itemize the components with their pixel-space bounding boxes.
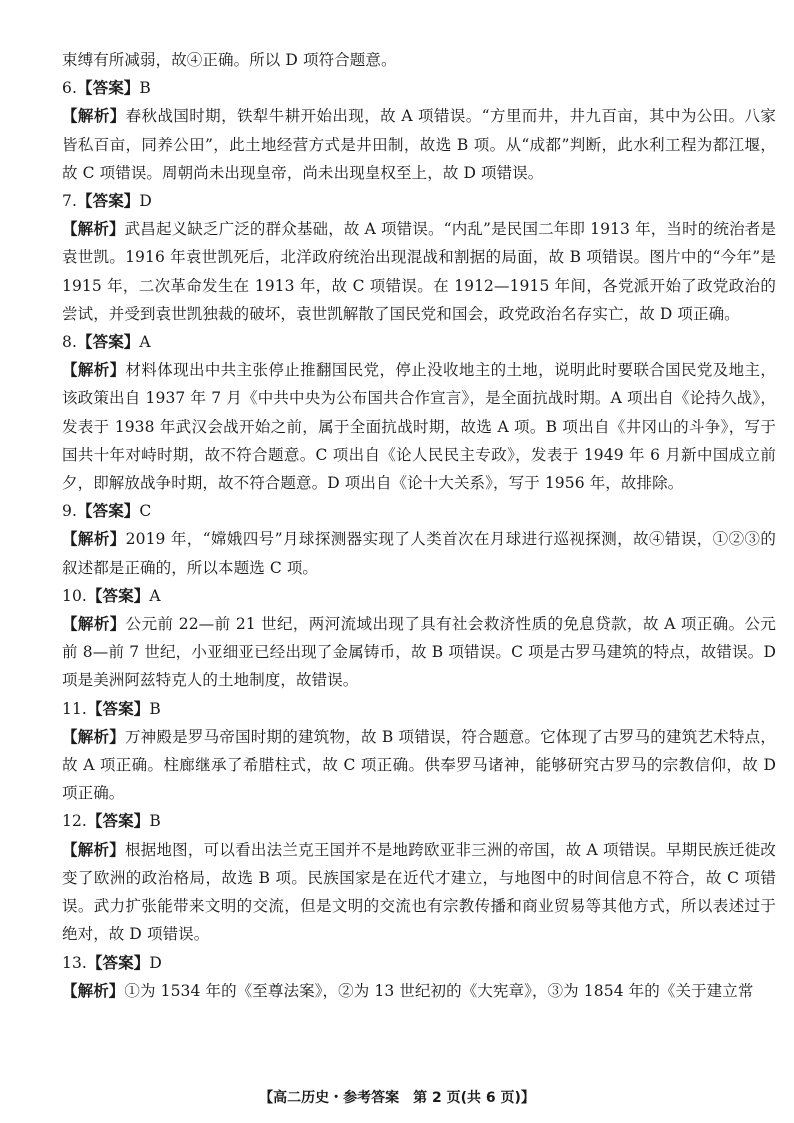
- answer-items: [62, 74, 776, 1005]
- question-number: 11.: [62, 699, 87, 718]
- answer-line: [62, 807, 776, 835]
- answer-label: 【答案】: [77, 332, 140, 352]
- question-number: 9.: [62, 502, 77, 521]
- page-footer: 【高二历史・参考答案 第 2 页(共 6 页)】: [259, 1090, 535, 1106]
- question-number: 13.: [62, 953, 87, 972]
- answer-choice: A: [149, 586, 161, 605]
- analysis-text: ①为 1534 年的《至尊法案》，②为 13 世纪初的《大宪章》，③为 1854 年的《关于建立常: [124, 981, 754, 1000]
- analysis-text: 公元前 22—前 21 世纪，两河流域出现了具有社会救济性质的免息贷款，故 A 项正确。公元前 8—前 7 世纪，小亚细亚已经出现了金属铸币，故 B 项错误。C 项是古罗马建筑的特点，故错误。D 项是美洲阿兹特克人的土地制度，故错误。: [62, 615, 776, 690]
- answer-choice: A: [139, 333, 151, 352]
- answer-choice: B: [149, 812, 161, 831]
- analysis-label: 【解析】: [62, 614, 126, 634]
- answer-choice: B: [139, 79, 151, 98]
- answer-label: 【答案】: [86, 698, 150, 718]
- question-number: 7.: [62, 192, 77, 211]
- answer-choice: D: [149, 953, 162, 972]
- answer-choice: C: [139, 502, 152, 521]
- answer-choice: D: [139, 192, 152, 211]
- analysis-text: 春秋战国时期，铁犁牛耕开始出现，故 A 项错误。“方里而井，井九百亩，其中为公田。八家皆私百亩，同养公田”，此土地经营方式是井田制，故选 B 项。从“成都”判断，此水利工程为都江堰，故 C 项错误。周朝尚未出现皇帝，尚未出现皇权至上，故 D 项错误。: [62, 107, 776, 182]
- analysis-paragraph: [62, 723, 776, 808]
- analysis-label: 【解析】: [62, 839, 125, 859]
- answer-choice: B: [149, 699, 161, 718]
- answer-line: [62, 949, 776, 977]
- analysis-text: 2019 年，“嫦娥四号”月球探测器实现了人类首次在月球进行巡视探测，故④错误，①②③的叙述都是正确的，所以本题选 C 项。: [62, 530, 776, 577]
- answer-label: 【答案】: [77, 501, 140, 521]
- question-number: 6.: [62, 79, 77, 98]
- answer-label: 【答案】: [86, 585, 150, 605]
- answer-line: [62, 497, 776, 525]
- answer-line: [62, 582, 776, 610]
- answer-label: 【答案】: [77, 78, 140, 98]
- analysis-paragraph: [62, 102, 776, 187]
- question-number: 10.: [62, 586, 87, 605]
- answer-line: [62, 74, 776, 102]
- analysis-label: 【解析】: [62, 529, 126, 549]
- answer-line: [62, 328, 776, 356]
- answer-line: [62, 695, 776, 723]
- analysis-text: 武昌起义缺乏广泛的群众基础，故 A 项错误。“内乱”是民国二年即 1913 年，当时的统治者是袁世凯。1916 年袁世凯死后，北洋政府统治出现混战和割据的局面，故 B 项错误。图片中的“今年”是 1915 年，二次革命发生在 1913 年，故 C 项错误。在 1912—1915 年间，各党派开始了政党政治的尝试，并受到袁世凯独裁的破坏，袁世凯解散了国民党和国会，政党政治名存实亡，故 D 项正确。: [62, 220, 776, 323]
- answer-line: [62, 187, 776, 215]
- analysis-paragraph: [62, 977, 776, 1005]
- analysis-text: 根据地图，可以看出法兰克王国并不是地跨欧亚非三洲的帝国，故 A 项错误。早期民族迁徙改变了欧洲的政治格局，故选 B 项。民族国家是在近代才建立，与地图中的时间信息不符合，故 C 项错误。武力扩张能带来文明的交流，但是文明的交流也有宗教传播和商业贸易等其他方式，所以表述过于绝对，故 D 项错误。: [62, 840, 776, 944]
- analysis-label: 【解析】: [62, 360, 126, 380]
- analysis-label: 【解析】: [62, 980, 125, 1000]
- answer-label: 【答案】: [77, 191, 140, 211]
- question-number: 12.: [62, 812, 87, 831]
- analysis-label: 【解析】: [62, 106, 126, 126]
- analysis-text: 材料体现出中共主张停止推翻国民党，停止没收地主的土地，说明此时要联合国民党及地主，该政策出自 1937 年 7 月《中共中央为公布国共合作宣言》，是全面抗战时期。A 项出自《论持久战》，发表于 1938 年武汉会战开始之前，属于全面抗战时期，故选 A 项。B 项出自《井冈山的斗争》，写于国共十年对峙时期，故不符合题意。C 项出自《论人民民主专政》，发表于 1949 年 6 月新中国成立前夕，即解放战争时期，故不符合题意。D 项出自《论十大关系》，写于 1956 年，故排除。: [62, 361, 776, 493]
- answer-label: 【答案】: [86, 952, 150, 972]
- analysis-paragraph: [62, 836, 776, 949]
- analysis-label: 【解析】: [62, 726, 125, 746]
- analysis-label: 【解析】: [62, 219, 125, 239]
- analysis-paragraph: [62, 356, 776, 497]
- answer-label: 【答案】: [86, 811, 150, 831]
- analysis-paragraph: [62, 215, 776, 328]
- analysis-paragraph: [62, 525, 776, 581]
- question-number: 8.: [62, 333, 77, 352]
- answer-key-body: [62, 46, 776, 1005]
- analysis-text: 万神殿是罗马帝国时期的建筑物，故 B 项错误，符合题意。它体现了古罗马的建筑艺术特点，故 A 项正确。柱廊继承了希腊柱式，故 C 项正确。供奉罗马诸神，能够研究古罗马的宗教信仰，故 D 项正确。: [62, 727, 776, 803]
- continued-text: 束缚有所减弱，故④正确。所以 D 项符合题意。: [62, 51, 397, 69]
- analysis-paragraph: [62, 610, 776, 695]
